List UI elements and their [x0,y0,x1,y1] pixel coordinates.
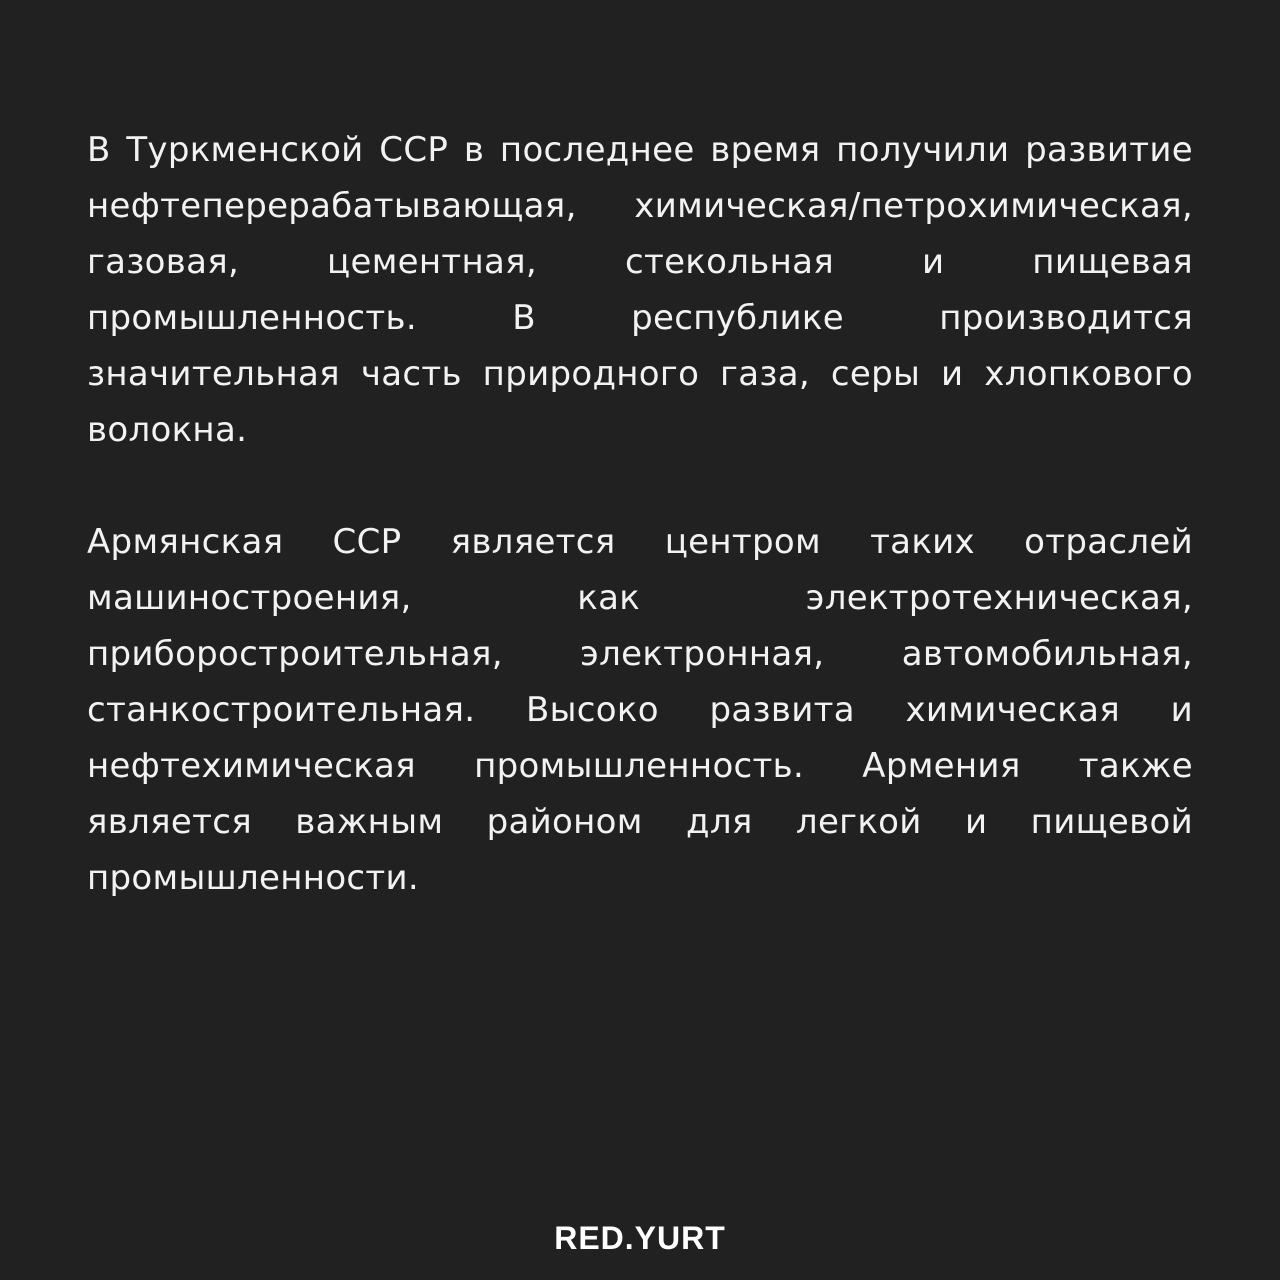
paragraph-turkmen-ssr: В Туркменской ССР в последнее время получили развитие нефтеперерабатывающая, химическая/петрохимическая, газовая, цементная, стекольная и пищевая промышленность. В республике производится значительная часть природного газа, серы и хлопкового волокна. [87,130,1193,450]
paragraph-armenian-ssr: Армянская ССР является центром таких отраслей машиностроения, как электротехническая, приборостроительная, электронная, автомобильная, станкостроительная. Высоко развита химическая и нефтехимическая промышленность. Армения также является важным районом для легкой и пищевой промышленности. [87,522,1193,898]
brand-logo: RED.YURT [554,1220,726,1256]
text-body [87,122,1193,906]
